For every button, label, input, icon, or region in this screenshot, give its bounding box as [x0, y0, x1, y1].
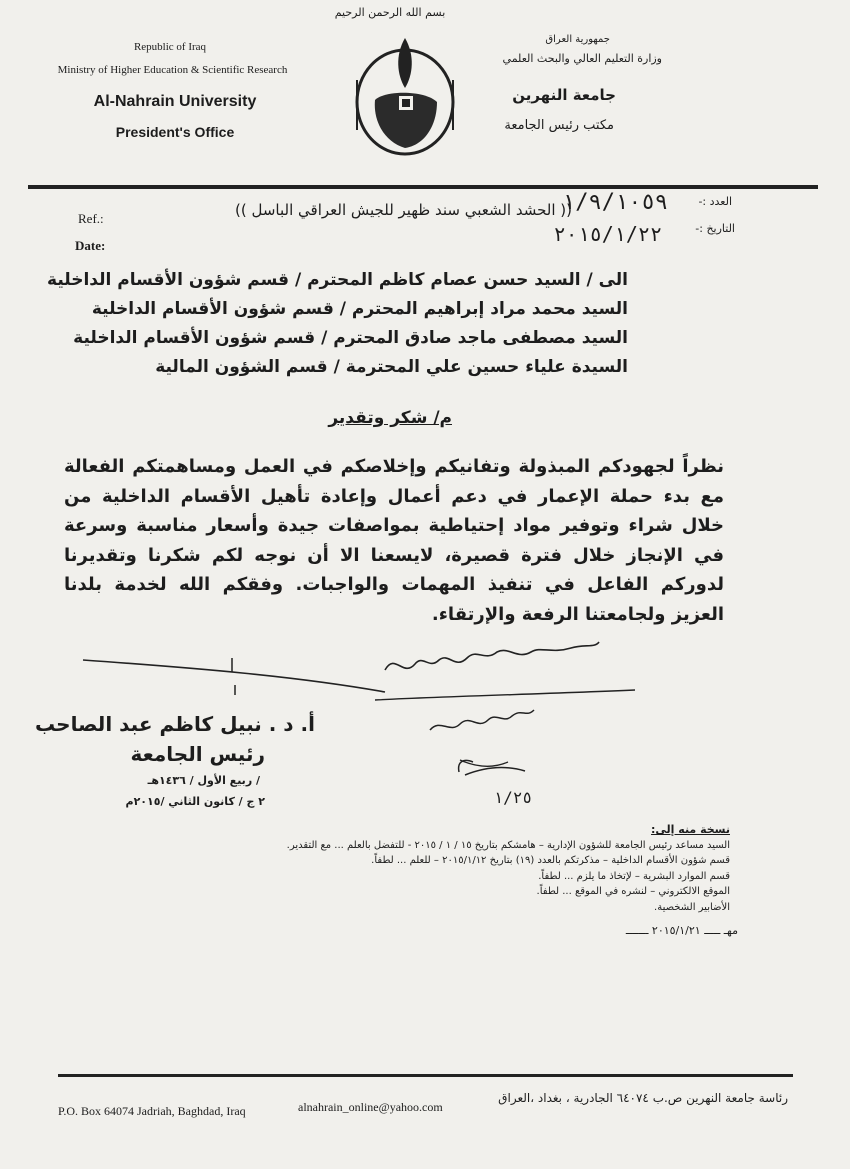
- copies-list: [230, 822, 730, 915]
- header-rule: [28, 185, 818, 189]
- office-ar: مكتب رئيس الجامعة: [504, 118, 614, 133]
- hijri-date: / ربيع الأول / ١٤٣٦هـ: [147, 774, 260, 787]
- ministry-ar: وزارة التعليم العالي والبحث العلمي: [502, 52, 662, 65]
- ref-label: Ref.:: [78, 211, 104, 226]
- gregorian-date: ٢ ج / كانون الثاني /٢٠١٥م: [125, 795, 265, 808]
- copy-item: الأضابير الشخصية.: [654, 901, 730, 913]
- university-en: Al-Nahrain University: [93, 93, 257, 110]
- recipient-line: السيدة علياء حسين علي المحترمة / قسم الشؤون المالية: [155, 357, 628, 377]
- copies-heading: نسخة منه إلى:: [651, 823, 730, 836]
- recipient-line: السيد محمد مراد إبراهيم المحترم / قسم شؤون الأقسام الداخلية: [91, 299, 628, 319]
- date-label-ar: التاريخ :-: [695, 222, 735, 235]
- recipient-line: السيد مصطفى ماجد صادق المحترم / قسم شؤون الأقسام الداخلية: [73, 328, 628, 348]
- footer-rule: [58, 1074, 793, 1077]
- signatory-title: رئيس الجامعة: [130, 742, 265, 766]
- office-en: President's Office: [115, 124, 235, 140]
- reference-number: ١/٩/١٠٥٩: [562, 190, 668, 215]
- handwritten-date: ١/٢٥: [493, 788, 532, 807]
- footer-address-en: P.O. Box 64074 Jadriah, Baghdad, Iraq: [58, 1104, 246, 1118]
- subject: م/ شكر وتقدير: [328, 408, 452, 428]
- date-label: Date:: [75, 238, 106, 253]
- footer-email[interactable]: alnahrain_online@yahoo.com: [298, 1100, 443, 1114]
- signatory-name: أ. د . نبيل كاظم عبد الصاحب: [35, 712, 315, 736]
- footer-address-ar: رئاسة جامعة النهرين ص.ب ٦٤٠٧٤ الجادرية ، بغداد ،العراق: [498, 1091, 788, 1105]
- ministry-en: Ministry of Higher Education & Scientific Research: [57, 64, 288, 76]
- recipient-line: الى / السيد حسن عصام كاظم المحترم / قسم شؤون الأقسام الداخلية: [47, 270, 628, 290]
- number-label-ar: العدد :-: [698, 195, 732, 208]
- country-ar: جمهورية العراق: [545, 34, 610, 45]
- letter-body: نظراً لجهودكم المبذولة وتفانيكم وإخلاصكم في العمل ومساهمتكم الفعالة مع بدء حملة الإعمار في دعم أعمال وإعادة تأهيل الأقسام الداخلية من خلال شراء وتوفير مواد إحتياطية بمواصفات جيدة وأسعار مناسبة وسرعة في الإنجاز خلال فترة قصيرة، لايسعنا الا أن نوجه لكم شكرنا وتقديرنا لدوركم الفاعل في تنفيذ المهمات والواجبات. وفقكم الله لخدمة بلدنا العزيز ولجامعتنا الرفعة والإرتقاء.: [64, 456, 724, 625]
- basmala: بسم الله الرحمن الرحيم: [334, 6, 446, 19]
- university-seal-logo: [345, 30, 465, 160]
- typist-date: مهـ ـــــ ٢٠١٥/١/٢١ ـــــــ: [625, 924, 738, 937]
- university-ar: جامعة النهرين: [512, 86, 616, 104]
- copy-item: السيد مساعد رئيس الجامعة للشؤون الإدارية – هامشكم بتاريخ ١٥ / ١ / ٢٠١٥ - للتفضل بالعلم ... مع التقدير.: [286, 839, 730, 851]
- issue-date: ٢٠١٥/١/٢٢: [553, 222, 662, 246]
- country-en: Republic of Iraq: [133, 41, 207, 53]
- copy-item: قسم الموارد البشرية – لإتخاذ ما يلزم ... لطفاً.: [538, 870, 730, 882]
- slogan: (( الحشد الشعبي سند ظهير للجيش العراقي الباسل )): [235, 201, 572, 219]
- copy-item: الموقع الالكتروني – لنشره في الموقع ... لطفاً.: [536, 886, 730, 897]
- copy-item: قسم شؤون الأقسام الداخلية – مذكرتكم بالعدد (١٩) بتاريخ ٢٠١٥/١/١٢ – للعلم ... لطفاً.: [371, 855, 730, 866]
